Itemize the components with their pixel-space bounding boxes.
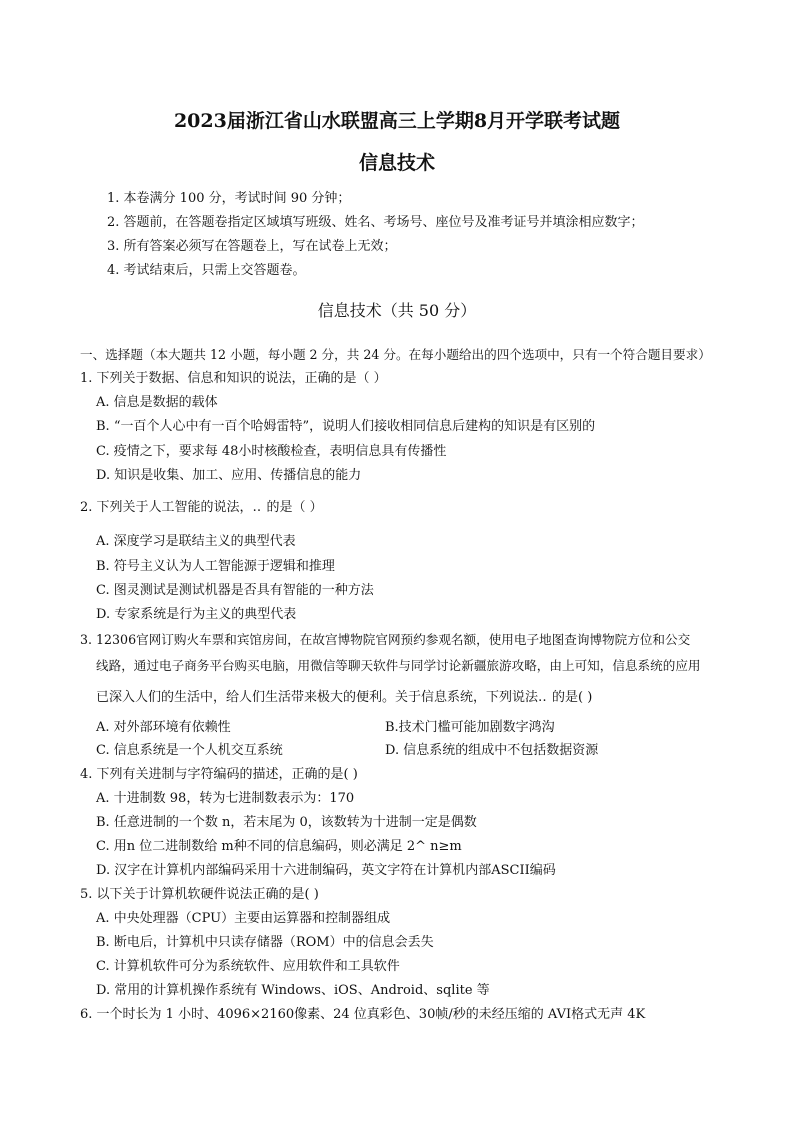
option: B.技术门槛可能加剧数字鸿沟 xyxy=(385,720,555,735)
question-stem: 6. 一个时长为 1 小时、4096×2160像素、24 位真彩色、30帧/秒的未经压缩的 AVI格式无声 4K xyxy=(80,1007,646,1022)
question-stem xyxy=(80,496,323,515)
question-stem: 5. 以下关于计算机软硬件说法正确的是( ) xyxy=(80,887,319,902)
option: B. “一百个人心中有一百个哈姆雷特”，说明人们接收相同信息后建构的知识是有区别的 xyxy=(96,419,596,434)
instruction-note: 1. 本卷满分 100 分，考试时间 90 分钟； xyxy=(107,191,351,206)
option: D. 常用的计算机操作系统有 Windows、iOS、Android、sqlite 等 xyxy=(96,983,490,998)
question-stem: 1. 下列关于数据、信息和知识的说法，正确的是（ ） xyxy=(80,371,387,386)
question-stem: 4. 下列有关进制与字符编码的描述，正确的是( ) xyxy=(80,767,358,782)
question-stem-text: 的是( ) xyxy=(552,690,593,705)
instruction-note: 2. 答题前，在答题卷指定区域填写班级、姓名、考场号、座位号及准考证号并填涂相应数字； xyxy=(107,215,644,230)
option: A. 信息是数据的载体 xyxy=(96,395,218,410)
option: A. 深度学习是联结主义的典型代表 xyxy=(96,534,296,549)
question-stem-tail: 的是（ ） xyxy=(266,500,323,515)
instruction-note: 4. 考试结束后，只需上交答题卷。 xyxy=(107,263,306,278)
instruction-note: 3. 所有答案必须写在答题卷上，写在试卷上无效； xyxy=(107,239,397,254)
option: B. 断电后，计算机中只读存储器（ROM）中的信息会丢失 xyxy=(96,935,434,950)
exam-title: 2023届浙江省山水联盟高三上学期8月开学联考试题 xyxy=(173,110,621,132)
question-stem-line: 线路，通过电子商务平台购买电脑，用微信等聊天软件与同学讨论新疆旅游攻略，由上可知，信息系统的应用 xyxy=(96,658,701,673)
option: D. 专家系统是行为主义的典型代表 xyxy=(96,607,297,622)
option: D. 知识是收集、加工、应用、传播信息的能力 xyxy=(96,468,362,483)
emphasis-dots: ‥ xyxy=(252,500,262,515)
question-stem-line xyxy=(96,686,592,705)
question-stem: 3. 12306官网订购火车票和宾馆房间，在故宫博物院官网预约参观名额，使用电子地图查询博物院方位和公交 xyxy=(80,632,691,647)
option: B. 任意进制的一个数 n，若末尾为 0，该数转为十进制一定是偶数 xyxy=(96,815,477,830)
question-stem-text: 已深入人们的生活中，给人们生活带来极大的便利。关于信息系统，下列说法 xyxy=(96,690,539,705)
option: A. 十进制数 98，转为七进制数表示为：170 xyxy=(96,791,355,806)
section-intro: 一、选择题（本大题共 12 小题，每小题 2 分，共 24 分。在每小题给出的四个选项中，只有一个符合题目要求） xyxy=(80,347,711,362)
emphasis-dots: ‥ xyxy=(538,690,547,705)
option: D. 汉字在计算机内部编码采用十六进制编码，英文字符在计算机内部ASCII编码 xyxy=(96,863,556,878)
option: C. 用n 位二进制数给 m种不同的信息编码，则必满足 2^ n≥m xyxy=(96,839,462,854)
option: A. 对外部环境有依赖性 xyxy=(96,720,231,735)
option: C. 信息系统是一个人机交互系统 xyxy=(96,743,283,758)
option: C. 计算机软件可分为系统软件、应用软件和工具软件 xyxy=(96,959,400,974)
option: A. 中央处理器（CPU）主要由运算器和控制器组成 xyxy=(96,911,391,926)
subject-title: 信息技术 xyxy=(358,152,435,174)
section-title: 信息技术（共 50 分） xyxy=(317,301,477,320)
option: C. 疫情之下，要求每 48小时核酸检查，表明信息具有传播性 xyxy=(96,444,447,459)
option: B. 符号主义认为人工智能源于逻辑和推理 xyxy=(96,559,335,574)
question-stem-head: 2. 下列关于人工智能的说法， xyxy=(80,500,253,515)
option: C. 图灵测试是测试机器是否具有智能的一种方法 xyxy=(96,583,374,598)
option: D. 信息系统的组成中不包括数据资源 xyxy=(385,743,599,758)
